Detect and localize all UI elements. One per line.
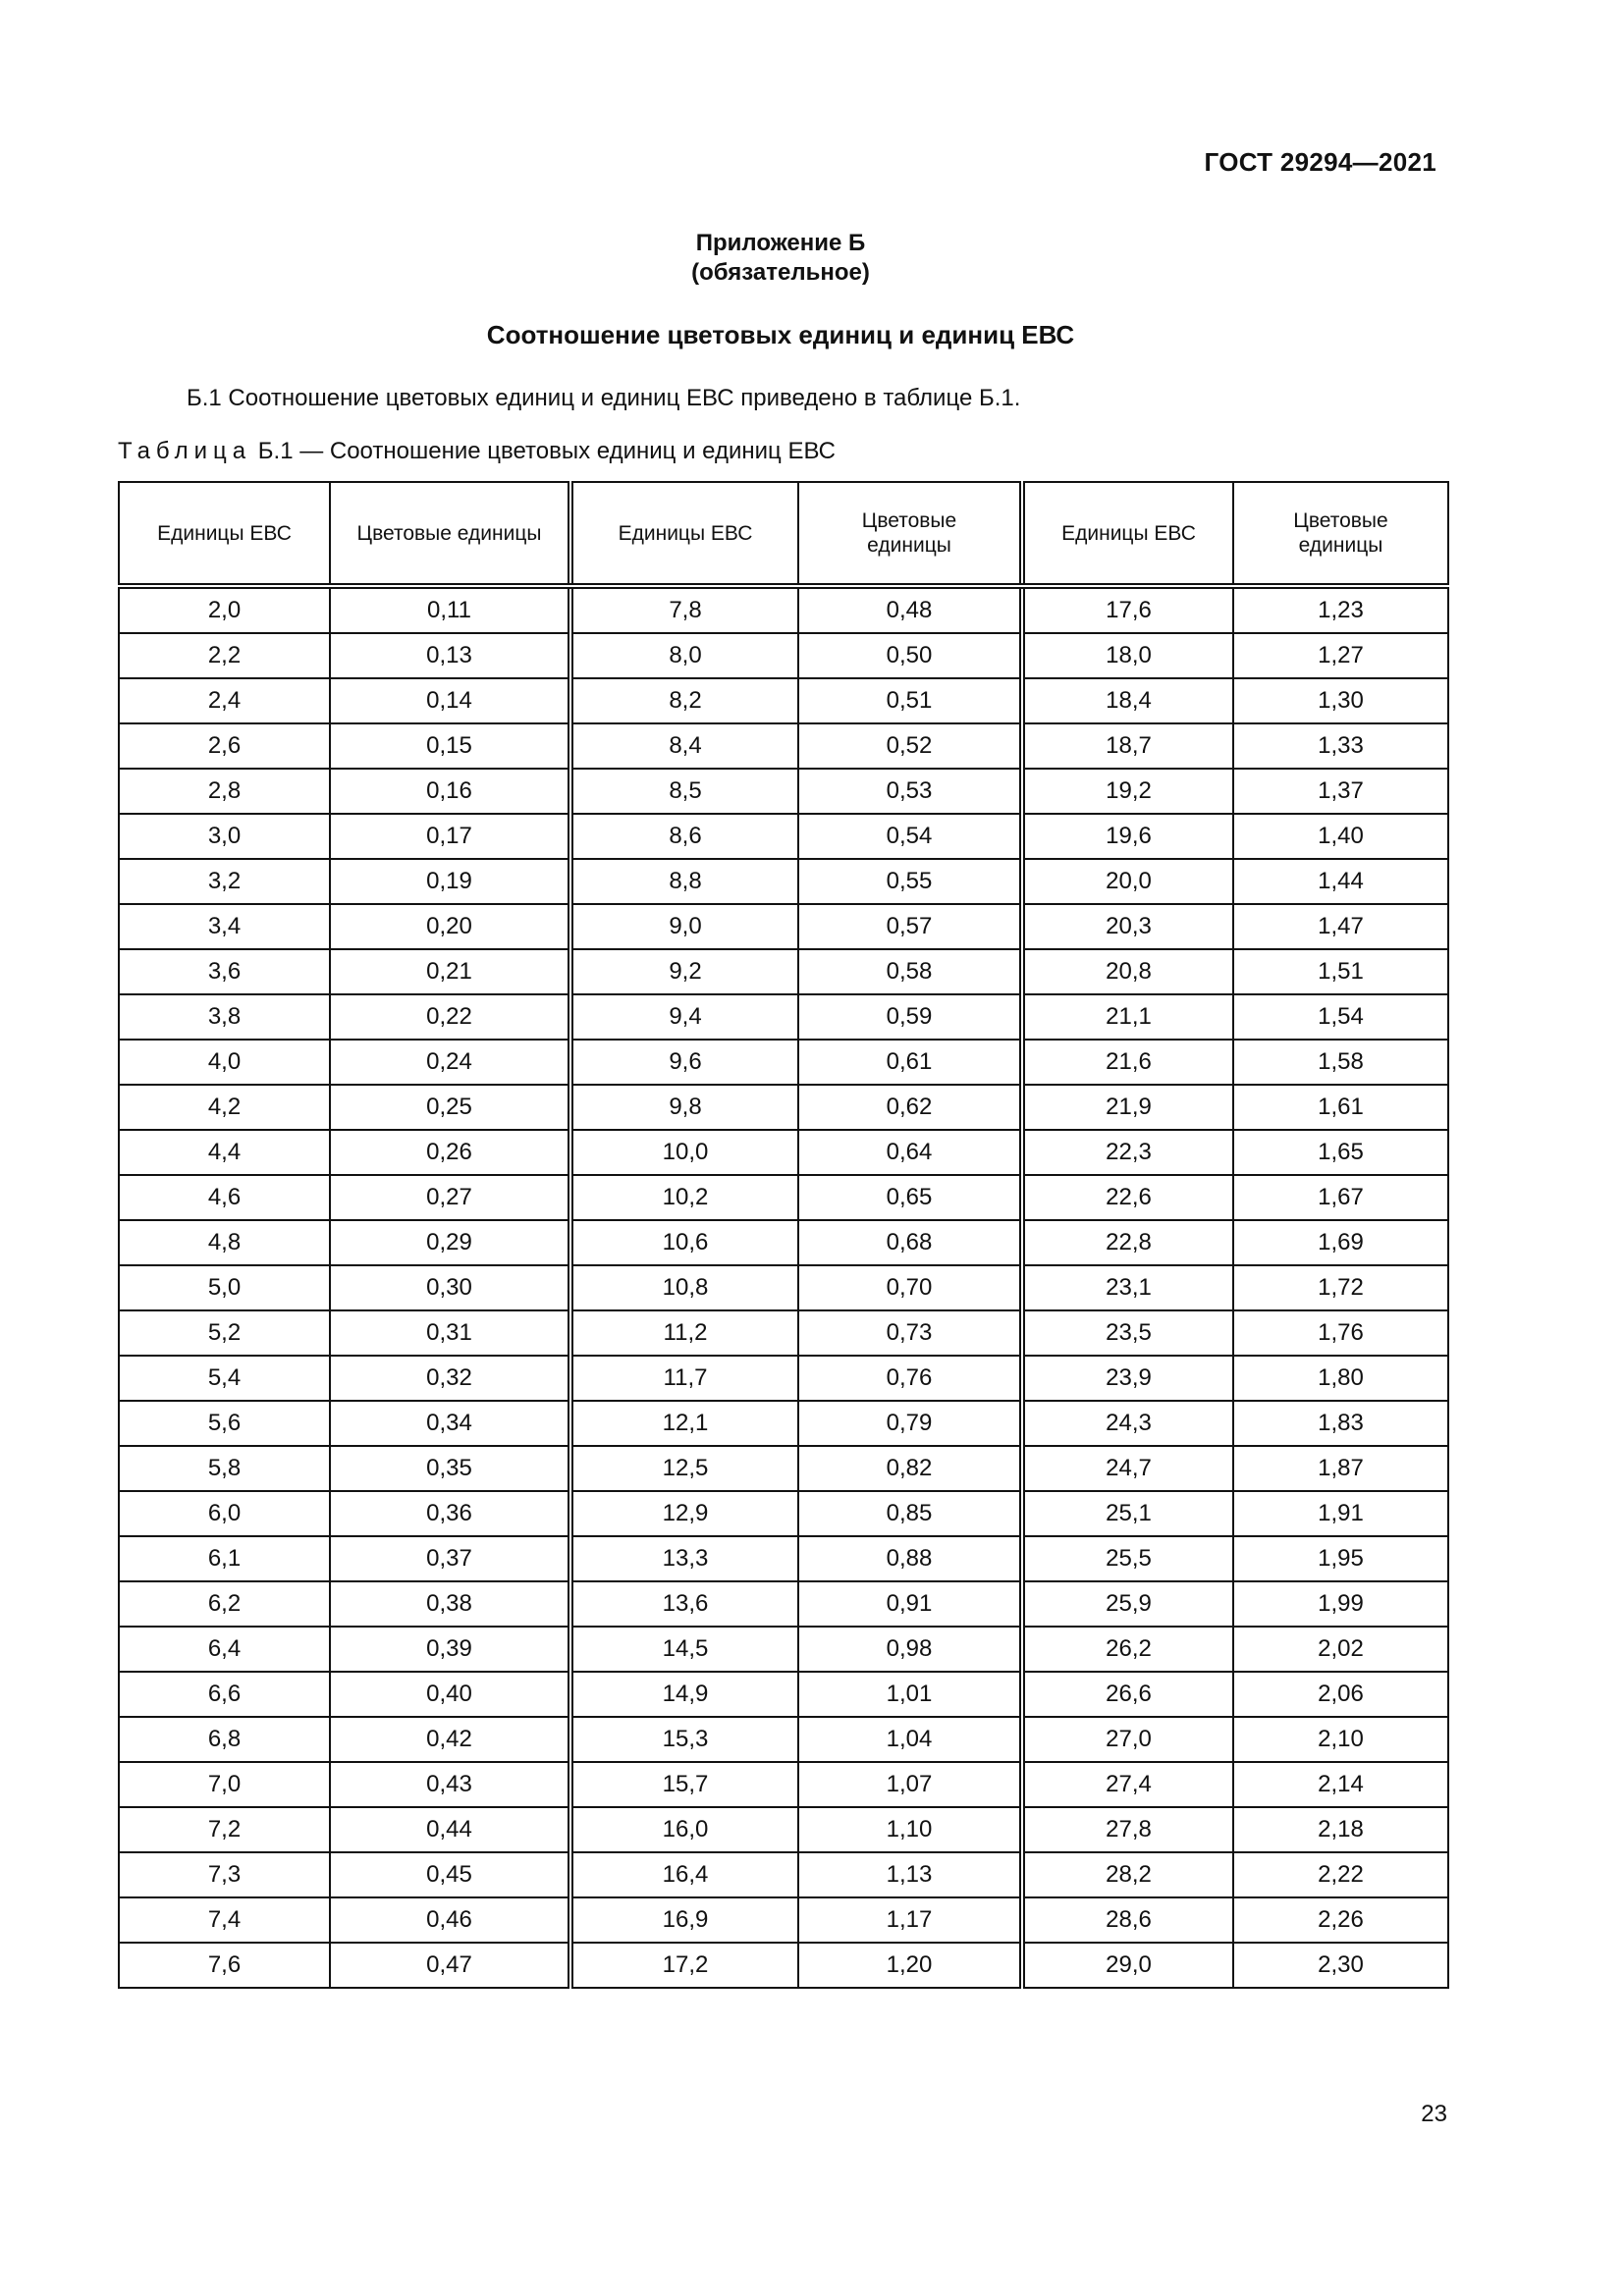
cell-ebc-2: 9,4 [570,994,798,1040]
cell-ebc-2: 15,3 [570,1717,798,1762]
cell-ebc-2: 17,2 [570,1943,798,1988]
cell-color-3: 1,37 [1233,769,1448,814]
cell-color-2: 0,88 [798,1536,1022,1581]
cell-ebc-1: 5,6 [119,1401,330,1446]
cell-color-2: 0,53 [798,769,1022,814]
clause-text: Б.1 Соотношение цветовых единиц и единиц ЕВС приведено в таблице Б.1. [187,385,1021,411]
cell-color-3: 1,83 [1233,1401,1448,1446]
table-row [119,586,1448,633]
cell-ebc-1: 7,2 [119,1807,330,1852]
standard-number: ГОСТ 29294—2021 [1204,147,1436,177]
cell-color-3: 2,30 [1233,1943,1448,1988]
cell-color-1: 0,25 [330,1085,570,1130]
cell-ebc-3: 22,3 [1022,1130,1233,1175]
cell-color-1: 0,38 [330,1581,570,1627]
cell-ebc-3: 23,5 [1022,1310,1233,1356]
cell-ebc-3: 22,8 [1022,1220,1233,1265]
cell-ebc-1: 3,2 [119,859,330,904]
cell-color-3: 1,54 [1233,994,1448,1040]
cell-ebc-1: 2,6 [119,723,330,769]
cell-ebc-1: 4,2 [119,1085,330,1130]
table-caption-label: Таблица [118,438,252,464]
cell-color-2: 0,98 [798,1627,1022,1672]
page-number: 23 [1421,2101,1447,2127]
cell-ebc-2: 8,5 [570,769,798,814]
cell-ebc-1: 4,4 [119,1130,330,1175]
table-row [119,1040,1448,1085]
cell-color-3: 2,18 [1233,1807,1448,1852]
cell-color-3: 2,14 [1233,1762,1448,1807]
cell-ebc-2: 7,8 [570,586,798,633]
cell-ebc-2: 8,2 [570,678,798,723]
cell-ebc-3: 25,5 [1022,1536,1233,1581]
cell-color-1: 0,22 [330,994,570,1040]
cell-color-3: 1,67 [1233,1175,1448,1220]
cell-color-2: 0,61 [798,1040,1022,1085]
cell-color-3: 1,80 [1233,1356,1448,1401]
cell-ebc-2: 14,9 [570,1672,798,1717]
cell-color-3: 1,33 [1233,723,1448,769]
cell-color-2: 0,79 [798,1401,1022,1446]
cell-ebc-2: 13,3 [570,1536,798,1581]
table-row [119,1310,1448,1356]
cell-color-3: 1,99 [1233,1581,1448,1627]
cell-ebc-2: 8,0 [570,633,798,678]
cell-color-3: 2,10 [1233,1717,1448,1762]
cell-ebc-3: 28,2 [1022,1852,1233,1897]
cell-color-2: 0,58 [798,949,1022,994]
table-row [119,949,1448,994]
cell-color-3: 1,23 [1233,586,1448,633]
table-row [119,904,1448,949]
cell-color-3: 1,69 [1233,1220,1448,1265]
cell-color-3: 1,95 [1233,1536,1448,1581]
cell-ebc-1: 2,8 [119,769,330,814]
cell-ebc-2: 15,7 [570,1762,798,1807]
cell-color-1: 0,32 [330,1356,570,1401]
cell-ebc-1: 6,0 [119,1491,330,1536]
cell-color-2: 0,65 [798,1175,1022,1220]
cell-ebc-3: 20,8 [1022,949,1233,994]
cell-ebc-2: 16,4 [570,1852,798,1897]
cell-ebc-2: 11,7 [570,1356,798,1401]
cell-color-1: 0,30 [330,1265,570,1310]
cell-ebc-2: 8,4 [570,723,798,769]
cell-color-1: 0,35 [330,1446,570,1491]
section-title: Соотношение цветовых единиц и единиц ЕВС [486,320,1075,349]
cell-color-1: 0,42 [330,1717,570,1762]
table-row [119,1807,1448,1852]
cell-color-2: 0,50 [798,633,1022,678]
cell-ebc-1: 7,0 [119,1762,330,1807]
table-row [119,1265,1448,1310]
cell-ebc-1: 4,6 [119,1175,330,1220]
cell-color-2: 0,62 [798,1085,1022,1130]
cell-color-2: 0,68 [798,1220,1022,1265]
cell-color-2: 0,55 [798,859,1022,904]
cell-ebc-1: 2,2 [119,633,330,678]
cell-color-1: 0,29 [330,1220,570,1265]
table-header-row [119,482,1448,586]
cell-ebc-1: 3,0 [119,814,330,859]
cell-ebc-2: 16,0 [570,1807,798,1852]
cell-color-3: 1,47 [1233,904,1448,949]
cell-color-3: 1,72 [1233,1265,1448,1310]
cell-ebc-1: 7,3 [119,1852,330,1897]
cell-ebc-3: 21,9 [1022,1085,1233,1130]
cell-color-1: 0,43 [330,1762,570,1807]
table-row [119,1356,1448,1401]
cell-color-2: 0,54 [798,814,1022,859]
cell-color-3: 1,44 [1233,859,1448,904]
cell-ebc-3: 25,1 [1022,1491,1233,1536]
header-color-units-1: Цветовые единицы [330,482,570,586]
table-row [119,1130,1448,1175]
cell-ebc-2: 12,5 [570,1446,798,1491]
cell-ebc-2: 12,9 [570,1491,798,1536]
cell-ebc-2: 9,8 [570,1085,798,1130]
cell-color-1: 0,37 [330,1536,570,1581]
cell-color-1: 0,46 [330,1897,570,1943]
cell-ebc-3: 20,3 [1022,904,1233,949]
cell-ebc-2: 11,2 [570,1310,798,1356]
cell-ebc-3: 27,8 [1022,1807,1233,1852]
cell-color-2: 0,48 [798,586,1022,633]
cell-ebc-3: 18,7 [1022,723,1233,769]
cell-ebc-2: 9,2 [570,949,798,994]
table-row [119,994,1448,1040]
cell-color-2: 0,59 [798,994,1022,1040]
cell-color-2: 1,17 [798,1897,1022,1943]
cell-color-2: 1,13 [798,1852,1022,1897]
cell-color-3: 1,51 [1233,949,1448,994]
cell-ebc-1: 5,2 [119,1310,330,1356]
cell-color-1: 0,11 [330,586,570,633]
table-caption-text: Б.1 — Соотношение цветовых единиц и единиц ЕВС [251,438,836,464]
header-ebc-units-1: Единицы ЕВС [119,482,330,586]
cell-color-3: 1,61 [1233,1085,1448,1130]
cell-ebc-1: 2,4 [119,678,330,723]
cell-color-3: 1,87 [1233,1446,1448,1491]
cell-color-3: 1,27 [1233,633,1448,678]
cell-color-3: 1,30 [1233,678,1448,723]
cell-color-2: 1,20 [798,1943,1022,1988]
cell-ebc-2: 9,0 [570,904,798,949]
cell-ebc-3: 26,2 [1022,1627,1233,1672]
cell-color-1: 0,31 [330,1310,570,1356]
header-color-units-3: Цветовые единицы [1233,482,1448,586]
cell-ebc-1: 2,0 [119,586,330,633]
table-row [119,1401,1448,1446]
cell-ebc-3: 19,6 [1022,814,1233,859]
cell-color-1: 0,14 [330,678,570,723]
table-row [119,1085,1448,1130]
cell-color-1: 0,45 [330,1852,570,1897]
appendix-heading [0,229,1561,288]
cell-ebc-3: 18,4 [1022,678,1233,723]
table-row [119,1627,1448,1672]
cell-ebc-1: 5,8 [119,1446,330,1491]
cell-color-1: 0,40 [330,1672,570,1717]
cell-color-3: 1,76 [1233,1310,1448,1356]
cell-ebc-3: 24,7 [1022,1446,1233,1491]
cell-color-3: 1,58 [1233,1040,1448,1085]
cell-ebc-1: 6,8 [119,1717,330,1762]
cell-color-2: 1,01 [798,1672,1022,1717]
cell-color-1: 0,24 [330,1040,570,1085]
cell-color-3: 1,40 [1233,814,1448,859]
cell-color-2: 0,70 [798,1265,1022,1310]
cell-ebc-2: 10,0 [570,1130,798,1175]
cell-color-1: 0,17 [330,814,570,859]
cell-ebc-2: 12,1 [570,1401,798,1446]
cell-ebc-1: 3,4 [119,904,330,949]
cell-color-2: 0,52 [798,723,1022,769]
cell-ebc-1: 3,6 [119,949,330,994]
cell-color-2: 1,07 [798,1762,1022,1807]
appendix-title: Приложение Б [695,230,866,256]
cell-color-3: 2,22 [1233,1852,1448,1897]
cell-color-2: 0,76 [798,1356,1022,1401]
cell-ebc-1: 6,2 [119,1581,330,1627]
cell-color-3: 1,91 [1233,1491,1448,1536]
cell-ebc-1: 4,8 [119,1220,330,1265]
cell-ebc-3: 19,2 [1022,769,1233,814]
cell-ebc-3: 21,6 [1022,1040,1233,1085]
cell-ebc-3: 18,0 [1022,633,1233,678]
table-row [119,1536,1448,1581]
cell-ebc-2: 8,8 [570,859,798,904]
cell-ebc-1: 7,4 [119,1897,330,1943]
cell-color-1: 0,27 [330,1175,570,1220]
cell-color-2: 0,51 [798,678,1022,723]
cell-ebc-3: 20,0 [1022,859,1233,904]
table-body [119,586,1448,1988]
cell-color-1: 0,34 [330,1401,570,1446]
cell-ebc-3: 25,9 [1022,1581,1233,1627]
conversion-table [118,481,1449,1989]
cell-color-2: 0,64 [798,1130,1022,1175]
table-row [119,859,1448,904]
cell-color-1: 0,13 [330,633,570,678]
cell-ebc-1: 7,6 [119,1943,330,1988]
cell-ebc-2: 9,6 [570,1040,798,1085]
table-row [119,633,1448,678]
cell-color-1: 0,47 [330,1943,570,1988]
cell-color-3: 2,06 [1233,1672,1448,1717]
cell-ebc-1: 6,6 [119,1672,330,1717]
cell-ebc-2: 16,9 [570,1897,798,1943]
cell-ebc-2: 8,6 [570,814,798,859]
table-row [119,1220,1448,1265]
cell-ebc-1: 5,0 [119,1265,330,1310]
table-row [119,1175,1448,1220]
cell-color-1: 0,16 [330,769,570,814]
cell-ebc-3: 27,0 [1022,1717,1233,1762]
table-row [119,678,1448,723]
cell-color-2: 0,73 [798,1310,1022,1356]
table-row [119,1943,1448,1988]
cell-color-2: 0,82 [798,1446,1022,1491]
cell-color-1: 0,21 [330,949,570,994]
table-row [119,1491,1448,1536]
cell-color-1: 0,26 [330,1130,570,1175]
cell-ebc-3: 29,0 [1022,1943,1233,1988]
cell-color-1: 0,39 [330,1627,570,1672]
cell-ebc-3: 22,6 [1022,1175,1233,1220]
cell-color-2: 0,85 [798,1491,1022,1536]
cell-color-2: 1,04 [798,1717,1022,1762]
table-row [119,1446,1448,1491]
cell-color-3: 2,02 [1233,1627,1448,1672]
cell-color-3: 2,26 [1233,1897,1448,1943]
table-row [119,1672,1448,1717]
cell-color-1: 0,20 [330,904,570,949]
table-row [119,1852,1448,1897]
cell-ebc-1: 6,4 [119,1627,330,1672]
cell-ebc-2: 10,2 [570,1175,798,1220]
cell-ebc-2: 13,6 [570,1581,798,1627]
table-row [119,723,1448,769]
cell-color-2: 0,57 [798,904,1022,949]
cell-color-1: 0,15 [330,723,570,769]
appendix-status: (обязательное) [691,259,870,286]
cell-ebc-3: 26,6 [1022,1672,1233,1717]
cell-color-1: 0,36 [330,1491,570,1536]
cell-color-2: 1,10 [798,1807,1022,1852]
table-row [119,1581,1448,1627]
header-color-units-2: Цветовые единицы [798,482,1022,586]
cell-ebc-1: 3,8 [119,994,330,1040]
header-ebc-units-2: Единицы ЕВС [570,482,798,586]
cell-ebc-3: 27,4 [1022,1762,1233,1807]
header-ebc-units-3: Единицы ЕВС [1022,482,1233,586]
table-row [119,1762,1448,1807]
cell-ebc-1: 5,4 [119,1356,330,1401]
cell-color-1: 0,44 [330,1807,570,1852]
cell-ebc-2: 10,6 [570,1220,798,1265]
cell-color-1: 0,19 [330,859,570,904]
cell-ebc-3: 24,3 [1022,1401,1233,1446]
cell-ebc-3: 17,6 [1022,586,1233,633]
cell-color-2: 0,91 [798,1581,1022,1627]
table-caption [118,438,836,465]
cell-ebc-2: 10,8 [570,1265,798,1310]
table-row [119,769,1448,814]
table-row [119,1897,1448,1943]
cell-ebc-3: 23,1 [1022,1265,1233,1310]
cell-ebc-3: 23,9 [1022,1356,1233,1401]
cell-ebc-1: 6,1 [119,1536,330,1581]
cell-ebc-3: 21,1 [1022,994,1233,1040]
cell-ebc-1: 4,0 [119,1040,330,1085]
cell-ebc-2: 14,5 [570,1627,798,1672]
cell-color-3: 1,65 [1233,1130,1448,1175]
cell-ebc-3: 28,6 [1022,1897,1233,1943]
table-row [119,814,1448,859]
table-row [119,1717,1448,1762]
